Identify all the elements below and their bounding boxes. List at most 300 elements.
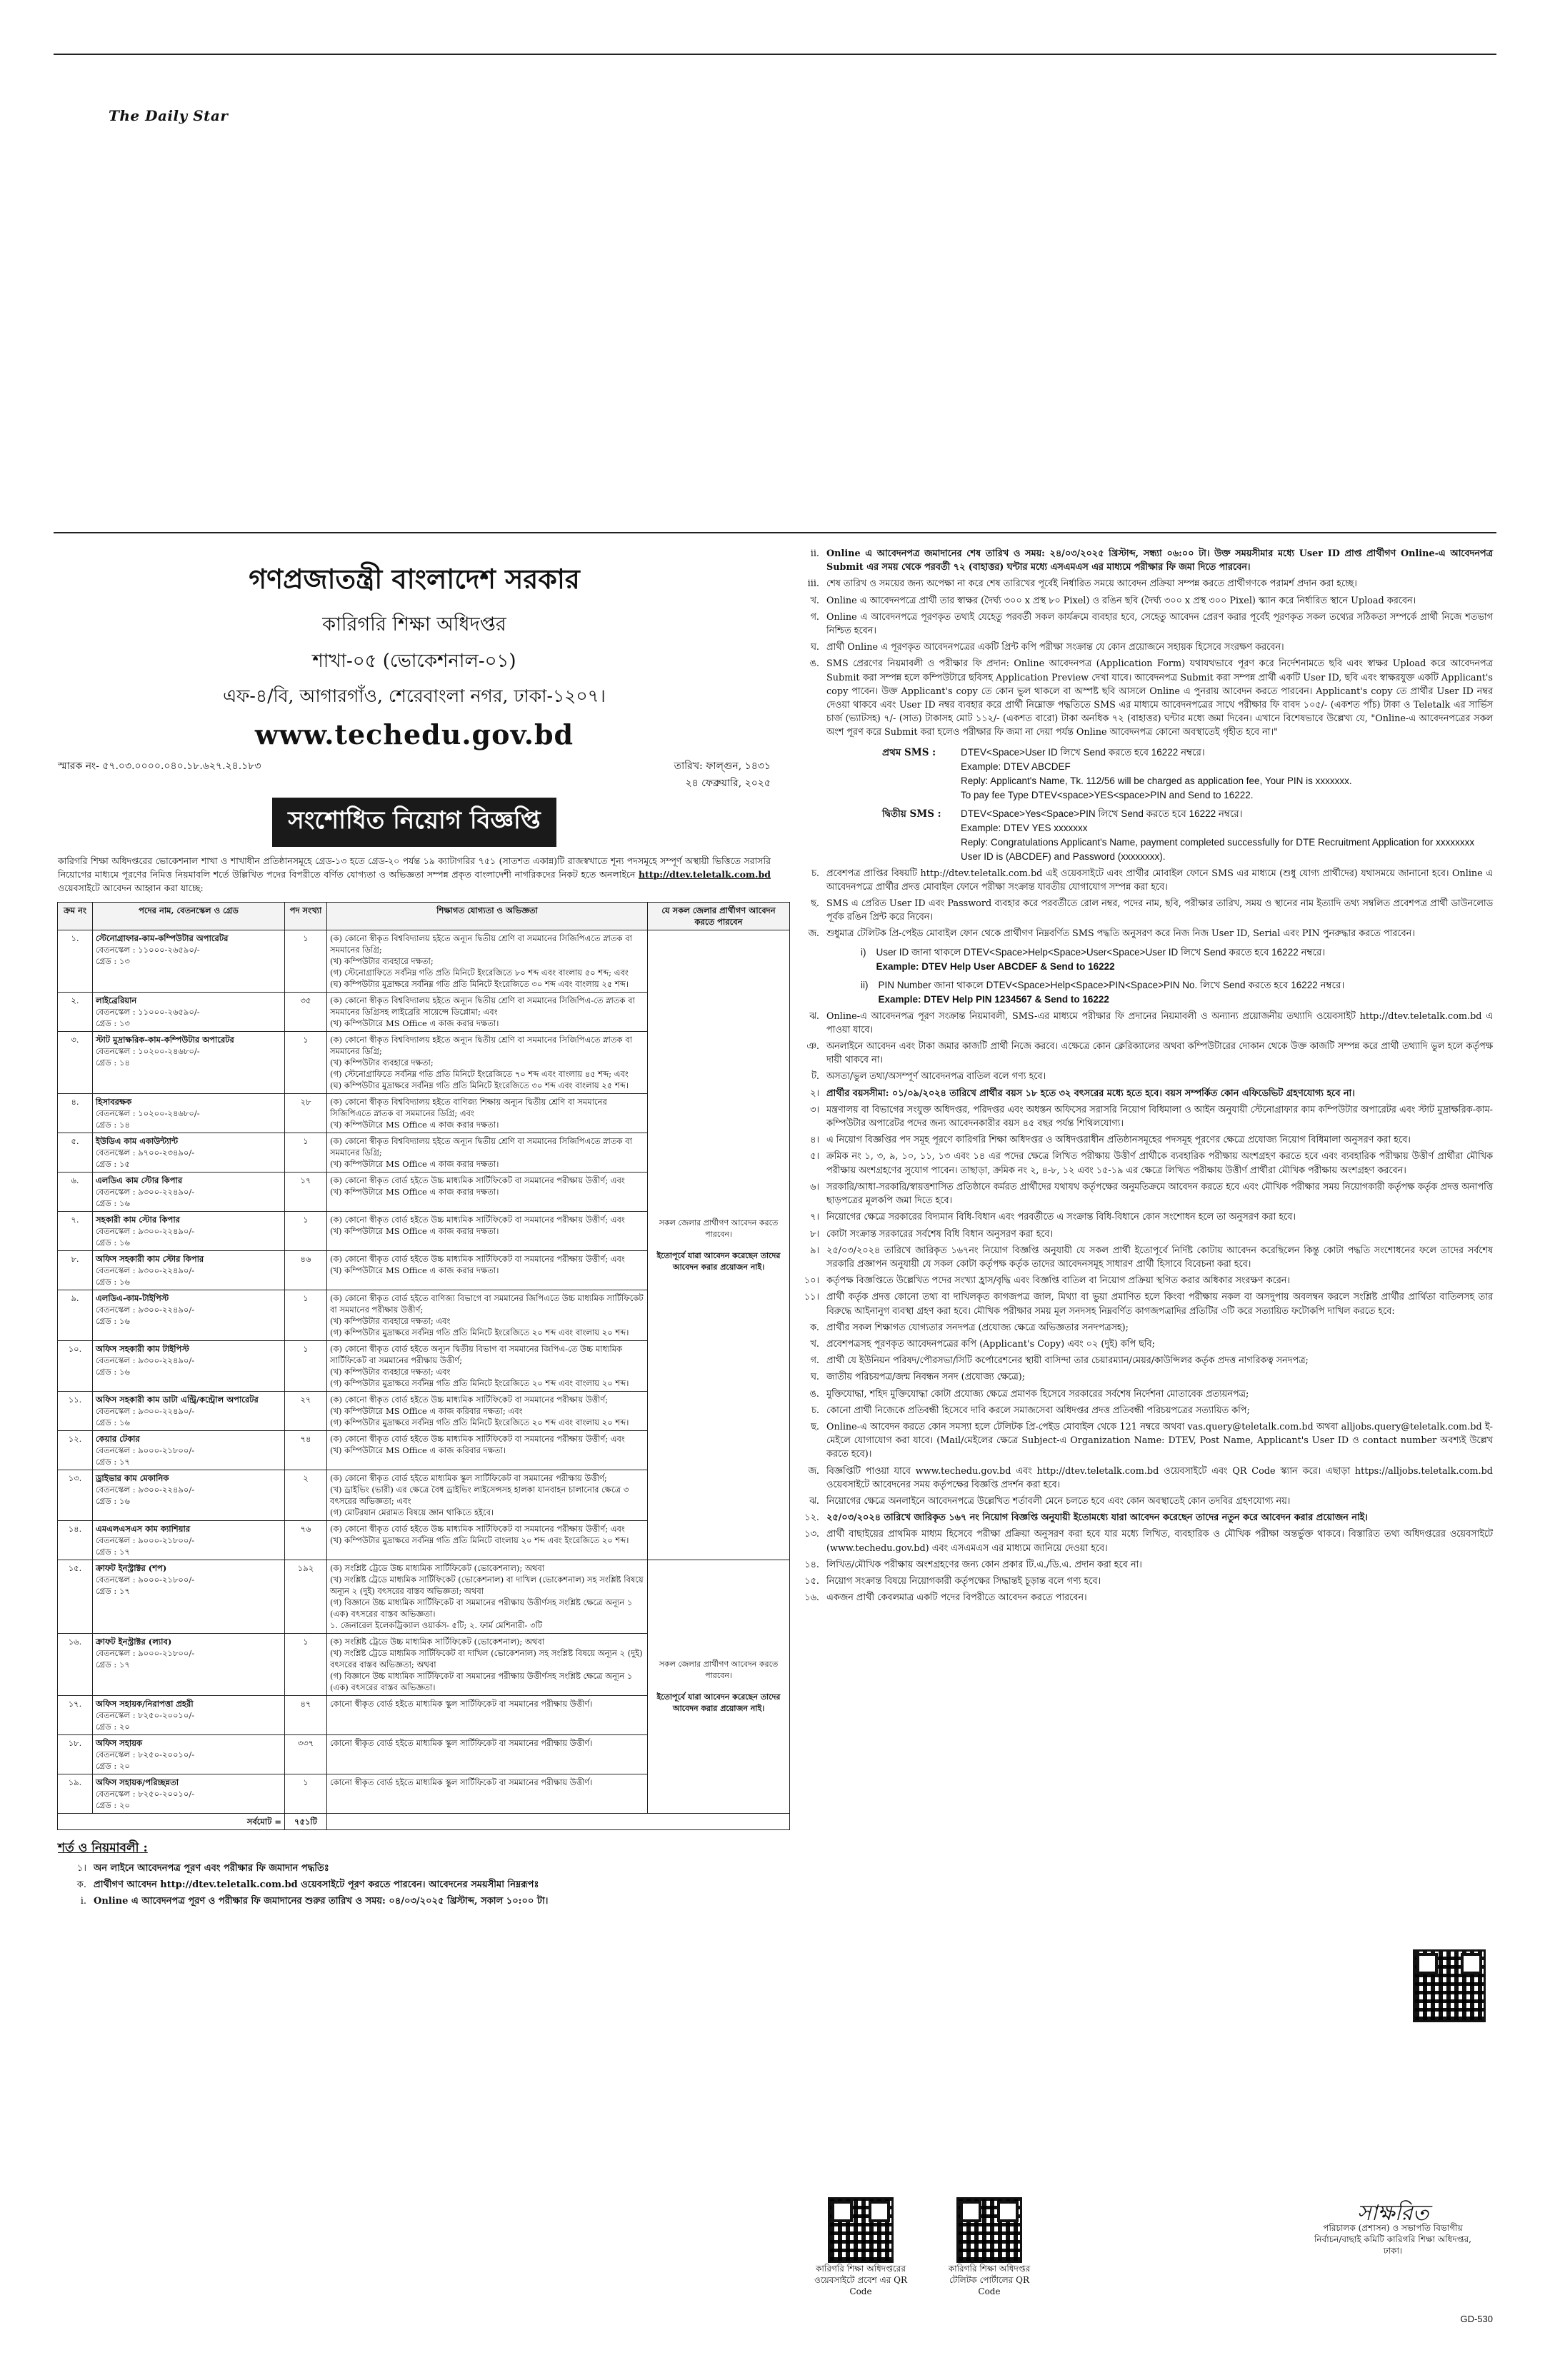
instruction-key: জ. — [808, 928, 819, 940]
row-serial: ১২. — [58, 1431, 93, 1470]
post-grade: গ্রেড : ১৪ — [96, 1120, 130, 1130]
post-scale: বেতনস্কেল : ৯০০০-২১৮০০/- — [96, 1445, 195, 1455]
instruction-item — [796, 1150, 1493, 1177]
instructions-part-1 — [796, 547, 1493, 740]
district-note-all: সকল জেলার প্রার্থীগণ আবেদন করতে পারবেন। — [659, 1660, 779, 1680]
row-qualification — [327, 1251, 648, 1290]
right-column — [796, 544, 1493, 2324]
post-name: লাইব্রেরিয়ান — [96, 995, 137, 1005]
row-count: ১ — [285, 930, 327, 993]
instruction-key: ৫। — [810, 1151, 819, 1163]
instruction-key: ক. — [809, 1322, 819, 1333]
row-serial: ১৮. — [58, 1735, 93, 1774]
row-count: ১ — [285, 1774, 327, 1814]
post-scale: বেতনস্কেল : ১০২০০-২৪৬৮০/- — [96, 1108, 200, 1118]
instruction-item — [796, 1227, 1493, 1241]
instruction-item — [796, 1370, 1493, 1384]
instruction-key: ঙ. — [809, 1388, 819, 1400]
intro-tail: ওয়েবসাইটে আবেদন আহ্বান করা যাচ্ছে: — [58, 883, 204, 893]
post-grade: গ্রেড : ১৪ — [96, 1058, 130, 1068]
row-count: ২৮ — [285, 1094, 327, 1133]
qualification-line: (ক) কোনো স্বীকৃত বিশ্ববিদ্যালয় হইতে অন্যূন দ্বিতীয় শ্রেণি বা সমমানের সিজিপিএতে স্নাতক বা সমমানের ডিগ্রি; — [330, 1035, 632, 1056]
department-name: কারিগরি শিক্ষা অধিদপ্তর — [322, 613, 506, 636]
instruction-key: ঘ. — [811, 1372, 819, 1383]
instruction-text: প্রার্থীর সকল শিক্ষাগত যোগ্যতার সনদপত্র (প্রযোজ্য ক্ষেত্রে অভিজ্ঞতার সনদপত্রসহ); — [826, 1322, 1129, 1333]
sms-instructions — [882, 745, 1493, 864]
instruction-text: প্রার্থী যে ইউনিয়ন পরিষদ/পৌরসভা/সিটি কর্পোরেশনের স্থায়ী বাসিন্দা তার চেয়ারম্যান/মেয়র/কাউন্সিলর কর্তৃক প্রদত্ত নাগরিকত্ব সনদপত্র; — [826, 1355, 1309, 1367]
row-post — [93, 1032, 285, 1094]
instruction-item — [796, 1103, 1493, 1130]
memo-row — [54, 758, 775, 792]
row-post — [93, 1392, 285, 1431]
instruction-text: প্রবেশপত্র প্রাপ্তির বিষয়টি http://dtev.teletalk.com.bd এই ওয়েবসাইটে এবং প্রার্থীর মোবাইল ফোনে SMS এর মাধ্যমে (শুধু যোগ্য প্রার্থীদের) যথাসময়ে জানানো হবে। Online এ আবেদনপত্রে প্রার্থীর প্রদত্ত মোবাইল ফোনে পরীক্ষা সংক্রান্ত যাবতীয় যোগাযোগ সম্পন্ন করা হবে। — [826, 868, 1493, 893]
post-scale: বেতনস্কেল : ৯৩০০-২২৪৯০/- — [96, 1305, 195, 1315]
help-example — [879, 993, 1345, 1007]
instruction-text: প্রবেশপত্রসহ পূরণকৃত আবেদনপত্রের কপি (Applicant's Copy) এবং ০২ (দুই) কপি ছবি; — [826, 1338, 1155, 1350]
memo-number: স্মারক নং- ৫৭.০৩.০০০০.০৪০.১৮.৬২৭.২৪.১৮৩ — [58, 760, 261, 772]
instruction-key: ৭। — [810, 1212, 819, 1223]
row-qualification — [327, 1521, 648, 1560]
post-grade: গ্রেড : ১৭ — [96, 1547, 130, 1557]
total-empty — [327, 1814, 790, 1830]
post-scale: বেতনস্কেল : ৯৩০০-২২৪৯০/- — [96, 1265, 195, 1275]
instruction-key: ৪। — [810, 1135, 819, 1146]
post-name: এলডিএ কাম স্টোর কিপার — [96, 1175, 183, 1185]
post-name: এলডিএ-কাম-টাইপিস্ট — [96, 1293, 169, 1303]
row-qualification — [327, 1290, 648, 1341]
row-qualification — [327, 1173, 648, 1212]
sms-line: Reply: Congratulations Applicant's Name, payment completed successfully for DTE Recruitment Application for xxxxxxxx User ID is (ABCDEF) and Password (xxxxxxxx). — [961, 836, 1475, 862]
signer-designation: পরিচালক (প্রশাসন) ও সভাপতি বিভাগীয় নির্বাচন/বাছাই কমিটি কারিগরি শিক্ষা অধিদপ্তর, ঢাকা। — [1314, 2223, 1471, 2256]
instruction-text: Online-এ আবেদনপত্র পূরণ সংক্রান্ত নিয়মাবলী, SMS-এর মাধ্যমে পরীক্ষার ফি প্রদানের নিয়মাবলী ও অন্যান্য প্রয়োজনীয় তথ্যাদি ওয়েবসাইট http://dtev.teletalk.com.bd এ পাওয়া যাবে। — [826, 1010, 1493, 1035]
notice-title: সংশোধিত নিয়োগ বিজ্ঞপ্তি — [272, 798, 556, 847]
row-qualification — [327, 1735, 648, 1774]
instruction-item — [796, 1511, 1493, 1525]
instruction-text: কর্তৃপক্ষ বিজ্ঞপ্তিতে উল্লেখিত পদের সংখ্যা হ্রাস/বৃদ্ধি এবং বিজ্ঞপ্তি বাতিল বা নিয়োগ প্রক্রিয়া স্থগিত করার অধিকার সংরক্ষণ করেন। — [826, 1275, 1290, 1287]
instruction-text: বিজ্ঞপ্তিটি পাওয়া যাবে www.techedu.gov.bd এবং http://dtev.teletalk.com.bd ওয়েবসাইটে এবং QR Code স্ক্যান করে। এছাড়া https://alljobs.teletalk.com.bd ওয়েবসাইটে আবেদনের সময় কর্তৃপক্ষের বিজ্ঞপ্তি প্রদর্শন করা হবে। — [826, 1465, 1493, 1490]
row-post — [93, 1251, 285, 1290]
instruction-key: চ. — [811, 868, 819, 879]
branch-name: শাখা-০৫ (ভোকেশনাল-০১) — [312, 651, 516, 672]
post-grade: গ্রেড : ১৩ — [96, 1018, 130, 1028]
qualification-line: (ক) কোনো স্বীকৃত বোর্ড হইতে উচ্চ মাধ্যমিক সার্টিফিকেট বা সমমানের পরীক্ষায় উত্তীর্ণ; এবং — [330, 1215, 625, 1225]
top-rule — [54, 54, 1496, 55]
terms-title: শর্ত ও নিয়মাবলী : — [58, 1841, 148, 1855]
row-count: ৭৬ — [285, 1521, 327, 1560]
qualification-line: (ক) কোনো স্বীকৃত বোর্ড হইতে উচ্চ মাধ্যমিক সার্টিফিকেট বা সমমানের পরীক্ষায় উত্তীর্ণ; এবং — [330, 1524, 625, 1534]
instruction-text: কোনো প্রার্থী নিজেকে প্রতিবন্ধী হিসেবে দাবি করলে সমাজসেবা অধিদপ্তর প্রদত্ত প্রতিবন্ধী পরিচয়পত্রের সত্যায়িত কপি; — [826, 1405, 1250, 1416]
term-key: ক. — [76, 1879, 86, 1890]
instruction-item — [796, 1010, 1493, 1037]
memo-date — [674, 758, 771, 792]
post-grade: গ্রেড : ১৬ — [96, 1496, 130, 1506]
post-grade: গ্রেড : ১৬ — [96, 1367, 130, 1377]
instruction-item — [796, 1527, 1493, 1555]
instruction-item — [796, 1495, 1493, 1508]
post-name: ড্রাইভার কাম মেকানিক — [96, 1473, 169, 1483]
post-grade: গ্রেড : ১৭ — [96, 1660, 130, 1669]
table-header-row — [58, 903, 790, 930]
post-name: ক্রাফট ইনস্ট্রাক্টর (শপ) — [96, 1563, 167, 1573]
total-label: সর্বমোট = — [58, 1814, 285, 1830]
qualification-line: (ঘ) কম্পিউটার মুদ্রাক্ষরে সর্বনিম্ন গতি প্রতি মিনিটে ইংরেজিতে ৩০ শব্দ এবং বাংলায় ২৫ শব্দ। — [330, 979, 629, 989]
row-qualification — [327, 1696, 648, 1735]
row-post — [93, 1094, 285, 1133]
instruction-key: ১৪. — [804, 1559, 819, 1570]
instruction-item — [796, 1321, 1493, 1335]
qualification-line: (ক) কোনো স্বীকৃত বিশ্ববিদ্যালয় হইতে বাণিজ্য শিক্ষায় অন্যূন দ্বিতীয় শ্রেণি বা সমমানের সিজিপিএতে স্নাতক বা সমমানের ডিগ্রি; এবং — [330, 1097, 607, 1118]
instruction-key: ঝ. — [809, 1010, 819, 1022]
header-qualification: শিক্ষাগত যোগ্যতা ও অভিজ্ঞতা — [327, 903, 648, 930]
qualification-line: (ক) কোনো স্বীকৃত বিশ্ববিদ্যালয় হইতে অন্যূন দ্বিতীয় শ্রেণি বা সমমানের সিজিপিএতে স্নাতক বা সমমানের ডিগ্রি; — [330, 933, 632, 955]
post-name: স্টেনোগ্রাফার-কাম-কম্পিউটার অপারেটর — [96, 933, 229, 943]
row-post — [93, 1431, 285, 1470]
sms-line: Example: DTEV YES xxxxxxx — [961, 822, 1088, 833]
qr-code-icon — [956, 2197, 1022, 2263]
qualification-line: কোনো স্বীকৃত বোর্ড হইতে মাধ্যমিক স্কুল সার্টিফিকেট বা সমমানের পরীক্ষায় উত্তীর্ণ। — [330, 1777, 593, 1787]
instruction-key: জ. — [808, 1465, 819, 1477]
term-key: i. — [80, 1896, 86, 1907]
help-text: PIN Number জানা থাকলে DTEV<Space>Help<Space>PIN<Space>PIN No. লিখে Send করতে হবে 16222 নম্বরে। — [878, 979, 1345, 990]
row-post — [93, 1173, 285, 1212]
qualification-line: (খ) কম্পিউটারে MS Office এ কাজ করিবার দক্ষতা; এবং — [330, 1406, 523, 1416]
qualification-line: (ক) কোনো স্বীকৃত বোর্ড হইতে উচ্চ মাধ্যমিক সার্টিফিকেট বা সমমানের পরীক্ষায় উত্তীর্ণ; এবং — [330, 1254, 625, 1264]
apply-link[interactable]: http://dtev.teletalk.com.bd — [638, 869, 771, 880]
instruction-item — [796, 1575, 1493, 1588]
instruction-key: গ. — [810, 1355, 819, 1367]
row-post — [93, 1774, 285, 1814]
left-column — [54, 544, 781, 1909]
instruction-text: এ নিয়োগ বিজ্ঞপ্তির পদ সমূহ পূরণে কারিগরি শিক্ষা অধিদপ্তর ও অধিদপ্তরাধীন প্রতিষ্ঠানসমূহের পদসমূহ পূরণের ক্ষেত্রে প্রযোজ্য নিয়োগ বিধিমালা অনুসরণ করা হবে। — [826, 1135, 1411, 1146]
row-post — [93, 1290, 285, 1341]
qualification-line: (গ) কম্পিউটার মুদ্রাক্ষরে সর্বনিম্ন গতি প্রতি মিনিটে ইংরেজিতে ২০ শব্দ এবং বাংলায় ২০ শব্দ। — [330, 1327, 629, 1337]
term-text: অন লাইনে আবেদনপত্র পূরণ এবং পরীক্ষার ফি জমাদান পদ্ধতিঃ — [94, 1863, 329, 1874]
row-serial: ৭. — [58, 1212, 93, 1251]
instruction-text: SMS এ প্রেরিত User ID এবং Password ব্যবহার করে পরবর্তীতে রোল নম্বর, পদের নাম, ছবি, পরীক্ষার তারিখ, সময় ও স্থানের নাম ইত্যাদি তথ্য সম্বলিত প্রবেশপত্র প্রার্থী ডাউনলোড পূর্বক রঙিন প্রিন্ট করে নিবেন। — [826, 898, 1493, 923]
post-scale: বেতনস্কেল : ৯০০০-২১৮০০/- — [96, 1575, 195, 1585]
signature: সাক্ষরিত — [1356, 2201, 1429, 2226]
term-item — [58, 1878, 771, 1892]
date-label: তারিখ: — [674, 760, 703, 772]
row-qualification — [327, 993, 648, 1032]
instruction-text: SMS প্রেরণের নিয়মাবলী ও পরীক্ষার ফি প্রদান: Online আবেদনপত্র (Application Form) যথাযথভাবে পূরণ করে নির্দেশনামতে ছবি এবং স্বাক্ষর Upload করে আবেদনপত্র Submit করা সম্পন্ন হলে কম্পিউটারে ছবিসহ Application Preview দেখা যাবে। আবেদনপত্র Submit করা সম্পন্ন প্রার্থী একটি User ID, ছবি এবং স্বাক্ষরযুক্ত একটি Applicant's copy পাবেন। উক্ত Applicant's copy তে কোন ভুল থাকলে বা অস্পষ্ট ছবি আসলে Online এ পুনরায় আবেদন করতে পারবেন। Applicant's copy তে প্রার্থীর User ID নম্বর দেওয়া থাকবে এবং User ID নম্বর ব্যবহার করে প্রার্থী নিম্নোক্ত পদ্ধতিতে SMS এর মাধ্যমে আবেদনপত্রের সাথে পরীক্ষার ফি বাবদ ১০৫/- (একশত পাঁচ) টাকা ও Teletalk এর সার্ভিস চার্জ (ভ্যাটসহ) ৭/- (সাত) টাকাসহ মোট ১১২/- (একশত বারো) টাকা অনধিক ৭২ (বাহাত্তর) ঘন্টার মধ্যে জমা দিবেন। এখানে বিশেষভাবে উল্লেখ্য যে, "Online-এ আবেদনপত্রের সকল অংশ পূরণ করে Submit করা হলেও পরীক্ষার ফি জমা না দেয়া পর্যন্ত Online আবেদনপত্র কোনো অবস্থাতেই গৃহীত হবে না।" — [826, 658, 1493, 738]
qualification-line: (খ) কম্পিউটার মুদ্রাক্ষরে সর্বনিম্ন গতি প্রতি মিনিটে বাংলায় ২০ শব্দ এবং ইংরেজিতে ২০ শব্দ। — [330, 1535, 629, 1545]
qr-website[interactable] — [811, 2197, 911, 2297]
instruction-key: ii. — [810, 548, 819, 559]
qualification-line: ১. জেনারেল ইলেকট্রিক্যাল ওয়ার্কস- ৫টি; ২. ফার্ম মেশিনারী- ৩টি — [330, 1620, 543, 1630]
row-post — [93, 930, 285, 993]
first-sms-label: প্রথম SMS : — [882, 746, 936, 758]
post-name: অফিস সহকারী কাম টাইপিস্ট — [96, 1344, 189, 1354]
row-serial: ১৩. — [58, 1470, 93, 1521]
post-name: হিসাবরক্ষক — [96, 1097, 132, 1107]
row-post — [93, 1696, 285, 1735]
post-name: সহকারী কাম স্টোর কিপার — [96, 1215, 180, 1225]
qualification-line: (খ) কম্পিউটার ব্যবহারে দক্ষতা; — [330, 956, 434, 966]
instruction-item — [796, 1337, 1493, 1351]
row-post — [93, 993, 285, 1032]
row-qualification — [327, 1341, 648, 1392]
instruction-text: নিয়োগ সংক্রান্ত বিষয়ে নিয়োগকারী কর্তৃপক্ষের সিদ্ধান্তই চূড়ান্ত বলে গণ্য হবে। — [826, 1575, 1101, 1587]
qualification-line: কোনো স্বীকৃত বোর্ড হইতে মাধ্যমিক স্কুল সার্টিফিকেট বা সমমানের পরীক্ষায় উত্তীর্ণ। — [330, 1738, 593, 1748]
row-post — [93, 1634, 285, 1696]
qualification-line: (ক) কোনো স্বীকৃত বোর্ড হইতে বাণিজ্য বিভাগে বা সমমানের জিপিএতে উচ্চ মাধ্যমিক সার্টিফিকেট বা সমমানের পরীক্ষায় উত্তীর্ণ; — [330, 1293, 644, 1315]
help-example-label: Example: — [878, 993, 921, 1005]
instruction-item — [796, 1420, 1493, 1462]
instruction-key: iii. — [807, 578, 819, 590]
instruction-key: ১০। — [804, 1275, 819, 1287]
qualification-line: (ক) কোনো স্বীকৃত বিশ্ববিদ্যালয় হইতে অন্যূন দ্বিতীয় শ্রেণি বা সমমানের সিজিপিএতে স্নাতক বা সমমানের ডিগ্রি; — [330, 1136, 632, 1158]
post-name: ক্রাফট ইনস্ট্রাক্টর (ল্যাব) — [96, 1637, 172, 1647]
instruction-item — [796, 1180, 1493, 1207]
district-note-previous: ইতোপূর্বে যারা আবেদন করেছেন তাদের আবেদন করার প্রয়োজন নাই। — [656, 1250, 781, 1272]
total-row — [58, 1814, 790, 1830]
posts-table — [57, 902, 790, 1830]
post-grade: গ্রেড : ১৬ — [96, 1417, 130, 1427]
instructions-part-3 — [796, 1010, 1493, 1605]
instruction-item — [796, 1070, 1493, 1083]
instruction-key: ১২. — [804, 1512, 819, 1524]
post-scale: বেতনস্কেল : ৯৩০০-২২৪৯০/- — [96, 1187, 195, 1197]
row-qualification — [327, 1392, 648, 1431]
row-count: ১ — [285, 1290, 327, 1341]
instruction-item — [796, 927, 1493, 940]
instruction-key: ১১। — [804, 1292, 819, 1303]
second-sms-body — [961, 807, 1493, 864]
instruction-text: Online-এ আবেদন করতে কোন সমস্যা হলে টেলিটক প্রি-পেইড মোবাইল থেকে 121 নম্বরে অথবা vas.query@teletalk.com.bd অথবা alljobs.query@teletalk.com.bd ই-মেইলে যোগাযোগ করা যাবে। (Mail/মেইলের ক্ষেত্রে Subject-এ Organization Name: DTEV, Post Name, Applicant's User ID ও contact number অবশ্যই উল্লেখ করতে হবে)। — [826, 1421, 1493, 1460]
row-count: ৩৫ — [285, 993, 327, 1032]
row-serial: ৮. — [58, 1251, 93, 1290]
qualification-line: কোনো স্বীকৃত বোর্ড হইতে মাধ্যমিক স্কুল সার্টিফিকেট বা সমমানের পরীক্ষায় উত্তীর্ণ। — [330, 1699, 593, 1709]
post-grade: গ্রেড : ২০ — [96, 1800, 130, 1810]
instruction-item — [796, 867, 1493, 894]
help-instructions — [861, 945, 1493, 1007]
instruction-item — [796, 1354, 1493, 1367]
instruction-item — [796, 594, 1493, 608]
term-text: প্রার্থীগণ আবেদন http://dtev.teletalk.com.bd ওয়েবসাইটে পূরণ করতে পারবেন। আবেদনের সময়সীমা নিম্নরূপঃ — [94, 1879, 539, 1890]
row-post — [93, 1560, 285, 1634]
instruction-key: ১৫. — [804, 1575, 819, 1587]
qualification-line: (খ) সংশ্লিষ্ট ট্রেডে মাধ্যমিক সার্টিফিকেট (ভোকেশনাল) বা দাখিল (ভোকেশনাল) সহ সংশ্লিষ্ট বিষয়ে অন্যূন ২ (দুই) বৎসরের বাস্তব অভিজ্ঞতা; অথবা — [330, 1575, 644, 1596]
row-serial: ২. — [58, 993, 93, 1032]
newspaper-masthead: The Daily Star — [109, 107, 229, 124]
instruction-item — [796, 1087, 1493, 1100]
instruction-item — [796, 1210, 1493, 1224]
qualification-line: (গ) বিজ্ঞানে উচ্চ মাধ্যমিক সার্টিফিকেট বা সমমানের পরীক্ষায় উত্তীর্ণসহ সংশ্লিষ্ট ক্ষেত্রে অন্যূন ১ (এক) বৎসরের বাস্তব অভিজ্ঞতা। — [330, 1597, 633, 1619]
job-advertisement — [54, 544, 1496, 2379]
instruction-key: ছ. — [811, 1421, 819, 1432]
post-name: কেয়ার টেকার — [96, 1434, 140, 1444]
post-name: স্টাট মুদ্রাক্ষরিক-কাম-কম্পিউটার অপারেটর — [96, 1035, 234, 1045]
post-scale: বেতনস্কেল : ১১০০০-২৬৫৯০/- — [96, 945, 200, 955]
sms-line: Example: DTEV ABCDEF — [961, 760, 1071, 772]
website-link[interactable]: www.techedu.gov.bd — [254, 718, 574, 750]
instruction-item — [796, 1387, 1493, 1401]
post-name: অফিস সহায়ক/পরিচ্ছন্নতা — [96, 1777, 179, 1787]
qualification-line: (গ) স্টেনোগ্রাফিতে সর্বনিম্ন গতি প্রতি মিনিটে ইংরেজিতে ৮০ শব্দ এবং বাংলায় ৫০ শব্দ; এবং — [330, 968, 629, 978]
instruction-key: ৮। — [810, 1228, 819, 1240]
row-serial: ১১. — [58, 1392, 93, 1431]
help-body — [879, 978, 1345, 1007]
instruction-text: ক্রমিক নং ১, ৩, ৯, ১০, ১১, ১৩ এবং ১৪ এর পদের ক্ষেত্রে লিখিত পরীক্ষায় উত্তীর্ণ প্রার্থীকে ব্যবহারিক পরীক্ষায় অংশগ্রহণ করতে হবে এবং ব্যবহারিক পরীক্ষায় উত্তীর্ণ প্রার্থীরা মৌখিক পরীক্ষায় অংশগ্রহণের সুযোগ পাবেন। তাছাড়া, ক্রমিক নং ২, ৪-৮, ১২ এবং ১৫-১৯ এর ক্ষেত্রে লিখিত পরীক্ষায় উত্তীর্ণ প্রার্থীরা মৌখিক পরীক্ষায় অংশগ্রহণ করবেন। — [826, 1151, 1493, 1176]
instruction-text: ২৫/০৩/২০২৪ তারিখে জারিকৃত ১৬৭নং নিয়োগ বিজ্ঞপ্তি অনুযায়ী যে সকল প্রার্থী ইতোপূর্বে নির্দিষ্ট কোটায় আবেদন করেছিলেন কিন্তু কোটা পদ্ধতি সংশোধনের ফলে তাদের সর্বশেষ সরকারি প্রজ্ঞাপন অনুযায়ী যে সকল কোটা কর্তৃপক্ষ কর্তৃক তাদের আবেদনসমূহ সাধারণ প্রার্থী হিসাবে বিবেচনা করা হবে। — [826, 1245, 1493, 1270]
instruction-item — [796, 1290, 1493, 1317]
ad-header — [54, 558, 775, 847]
sms-line: Reply: Applicant's Name, Tk. 112/56 will be charged as application fee, Your PIN is xxxxxxx. — [961, 775, 1352, 786]
row-serial: ১৭. — [58, 1696, 93, 1735]
row-serial: ১৫. — [58, 1560, 93, 1634]
qualification-line: (গ) মোটরযান মেরামত বিষয়ে জ্ঞান থাকিতে হইবে। — [330, 1507, 494, 1517]
instruction-text: লিখিত/মৌখিক পরীক্ষায় অংশগ্রহণের জন্য কোন প্রকার টি.এ./ডি.এ. প্রদান করা হবে না। — [826, 1559, 1142, 1570]
term-item — [58, 1894, 771, 1909]
table-row — [58, 930, 790, 993]
qualification-line: (ক) সংশ্লিষ্ট ট্রেডে উচ্চ মাধ্যমিক সার্টিফিকেট (ভোকেশনাল); অথবা — [330, 1563, 545, 1573]
instruction-item — [796, 657, 1493, 739]
row-serial: ১. — [58, 930, 93, 993]
post-scale: বেতনস্কেল : ৯০০০-২১৮০০/- — [96, 1535, 195, 1545]
post-grade: গ্রেড : ১৩ — [96, 956, 130, 966]
instruction-item — [796, 1591, 1493, 1605]
qualification-line: (গ) কম্পিউটার মুদ্রাক্ষরে সর্বনিম্ন গতি প্রতি মিনিটে ইংরেজিতে ২০ শব্দ এবং বাংলায় ২০ শব্দ। — [330, 1378, 629, 1388]
row-count: ৩৩৭ — [285, 1735, 327, 1774]
instruction-text: মুক্তিযোদ্ধা, শহিদ মুক্তিযোদ্ধা কোটা প্রযোজ্য ক্ষেত্রে প্রমাণক হিসেবে সরকারের সর্বশেষ নির্দেশনা মোতাবেক প্রত্যয়নপত্র; — [826, 1388, 1249, 1400]
instruction-text: অসত্য/ভুল তথ্য/অসম্পূর্ণ আবেদনপত্র বাতিল বলে গণ্য হবে। — [826, 1071, 1046, 1083]
instruction-text: শুধুমাত্র টেলিটক প্রি-পেইড মোবাইল ফোন থেকে প্রার্থীগণ নিম্নবর্ণিত SMS পদ্ধতি অনুসরণ করে নিজ নিজ User ID, Serial এবং PIN পুনরুদ্ধার করতে পারবেন। — [826, 928, 1415, 940]
help-key: i) — [861, 946, 866, 958]
instruction-key: ১৩. — [804, 1529, 819, 1540]
instruction-item — [796, 1244, 1493, 1271]
row-district-note — [648, 930, 790, 1560]
instruction-item — [796, 1558, 1493, 1572]
post-scale: বেতনস্কেল : ১১০০০-২৬৫৯০/- — [96, 1007, 200, 1017]
instruction-text: একজন প্রার্থী কেবলমাত্র একটি পদের বিপরীতে আবেদন করতে পারবেন। — [826, 1592, 1087, 1604]
instruction-item — [796, 577, 1493, 591]
instruction-text: প্রার্থীর বয়সসীমা: ০১/০৯/২০২৪ তারিখে প্রার্থীর বয়স ১৮ হতে ৩২ বৎসরের মধ্যে হতে হবে। বয়স সম্পর্কিত কোন এফিডেভিট গ্রহণযোগ্য হবে না। — [826, 1088, 1355, 1099]
district-note-all: সকল জেলার প্রার্থীগণ আবেদন করতে পারবেন। — [659, 1217, 779, 1239]
qr-code-icon[interactable] — [1413, 1949, 1486, 2022]
instruction-key: ছ. — [811, 898, 819, 910]
instruction-text: Online এ আবেদনপত্রে প্রার্থী তার স্বাক্ষর (দৈর্ঘ্য ৩০০ x প্রস্থ ৮০ Pixel) ও রঙিন ছবি (দৈর্ঘ্য ৩০০ x প্রস্থ ৩০০ Pixel) স্ক্যান করে নির্ধারিত স্থানে Upload করবেন। — [826, 595, 1416, 606]
instruction-key: গ. — [810, 611, 819, 623]
row-post — [93, 1341, 285, 1392]
signature-block — [1314, 2201, 1471, 2256]
row-serial: ১৬. — [58, 1634, 93, 1696]
qualification-line: (ঘ) কম্পিউটার মুদ্রাক্ষরে সর্বনিম্ন গতি প্রতি মিনিটে ইংরেজিতে ৩০ শব্দ এবং বাংলায় ২৫ শব্দ। — [330, 1080, 629, 1090]
row-count: ১ — [285, 1133, 327, 1173]
row-qualification — [327, 1094, 648, 1133]
post-name: অফিস সহায়ক — [96, 1738, 143, 1748]
instruction-text: অনলাইনে আবেদন এবং টাকা জমার কাজটি প্রার্থী নিজে করবে। এক্ষেত্রে কোন ক্লেরিক্যালের অথবা কম্পিউটারের দোকান থেকে উক্ত কাজটি সম্পন্ন করে প্রার্থী তথ্যাদি ভুল হলে কর্তৃপক্ষ দায়ী থাকবে না। — [826, 1041, 1493, 1066]
help-example-text: DTEV Help User ABCDEF & Send to 16222 — [921, 960, 1115, 972]
instruction-key: ট. — [811, 1071, 819, 1083]
post-name: অফিস সহকারী কাম ডাটা এন্ট্রি/কন্ট্রোল অপারেটর — [96, 1395, 259, 1405]
post-scale: বেতনস্কেল : ১০২০০-২৪৬৮০/- — [96, 1046, 200, 1056]
instruction-text: মন্ত্রণালয় বা বিভাগের সংযুক্ত অধিদপ্তর, পরিদপ্তর এবং অধস্তন অফিসের সরাসরি নিয়োগ বিধিমালা ও আইন অনুযায়ী স্টেনোগ্রাফার কাম কম্পিউটার অপারেটর এবং স্টাট মুদ্রাক্ষরিক-কাম-কম্পিউটার অপারেটর পদের জন্য আবেদনকারীর বয়স ৪৫ বছর পর্যন্ত শিথিলযোগ্য। — [826, 1104, 1493, 1130]
sms-line: DTEV<Space>User ID লিখে Send করতে হবে 16222 নম্বরে। — [961, 746, 1205, 758]
instruction-text: প্রার্থী কর্তৃক প্রদত্ত কোনো তথ্য বা দাখিলকৃত কাগজপত্র জাল, মিথ্যা বা ভুয়া প্রমাণিত হলে কিংবা পরীক্ষায় নকল বা অসদুপায় অবলম্বন করলে সংশ্লিষ্ট প্রার্থীর প্রার্থিতা বাতিলসহ তার বিরুদ্ধে আইনানুগ ব্যবস্থা গ্রহণ করা হবে। মৌখিক পরীক্ষার সময় মূল সনদসহ নিম্নবর্ণিত কাগজপত্রাদির প্রতিটির ৩টি করে সত্যায়িত ফটোকপি দাখিল করতে হবে: — [826, 1292, 1493, 1317]
post-grade: গ্রেড : ১৭ — [96, 1586, 130, 1596]
qualification-line: (ক) কোনো স্বীকৃত বোর্ড হইতে উচ্চ মাধ্যমিক সার্টিফিকেট বা সমমানের পরীক্ষায় উত্তীর্ণ; — [330, 1395, 609, 1405]
row-count: ১ — [285, 1212, 327, 1251]
qualification-line: (খ) কম্পিউটারে MS Office এ কাজ করিবার দক্ষতা। — [330, 1445, 506, 1455]
row-serial: ৩. — [58, 1032, 93, 1094]
term-item — [58, 1862, 771, 1876]
post-grade: গ্রেড : ১৬ — [96, 1198, 130, 1208]
post-grade: গ্রেড : ১৬ — [96, 1277, 130, 1287]
row-serial: ৪. — [58, 1094, 93, 1133]
qualification-line: (খ) কম্পিউটারে MS Office এ কাজ করার দক্ষতা। — [330, 1120, 499, 1130]
header-count: পদ সংখ্যা — [285, 903, 327, 930]
row-serial: ৯. — [58, 1290, 93, 1341]
row-post — [93, 1735, 285, 1774]
post-grade: গ্রেড : ১৬ — [96, 1316, 130, 1326]
row-serial: ৫. — [58, 1133, 93, 1173]
row-post — [93, 1212, 285, 1251]
instruction-key: ৬। — [810, 1181, 819, 1192]
row-count: ২৭ — [285, 1392, 327, 1431]
instruction-text: প্রার্থী বাছাইয়ের প্রাথমিক মাধ্যম হিসেবে পরীক্ষা প্রক্রিয়া অনুসরণ করা হবে যার মধ্যে লিখিত, ব্যবহারিক ও মৌখিক পরীক্ষা অন্তর্ভুক্ত থাকবে। বিস্তারিত তথ্য অধিদপ্তরের ওয়েবসাইটে (www.techedu.gov.bd) এবং এসএমএস এর মাধ্যমে জানিয়ে দেওয়া হবে। — [826, 1529, 1493, 1554]
post-name: ইউডিএ কাম একাউন্ট্যান্ট — [96, 1136, 179, 1146]
qualification-line: (গ) স্টেনোগ্রাফিতে সর্বনিম্ন গতি প্রতি মিনিটে ইংরেজিতে ৭০ শব্দ এবং বাংলায় ৪৫ শব্দ; এবং — [330, 1069, 629, 1079]
term-text: Online এ আবেদনপত্র পূরণ ও পরীক্ষার ফি জমাদানের শুরুর তারিখ ও সময়: ০৪/০৩/২০২৫ খ্রিস্টাব্দ, সকাল ১০:০০ টা। — [94, 1896, 549, 1907]
instruction-key: ১৬. — [804, 1592, 819, 1604]
post-scale: বেতনস্কেল : ৮২৫০-২০০১০/- — [96, 1749, 195, 1759]
qr-teletalk[interactable] — [939, 2197, 1039, 2297]
post-name: অফিস সহায়ক/নিরাপত্তা প্রহরী — [96, 1699, 194, 1709]
row-serial: ১০. — [58, 1341, 93, 1392]
post-scale: বেতনস্কেল : ৯৩০০-২২৪৯০/- — [96, 1355, 195, 1365]
instruction-key: ৩। — [810, 1104, 819, 1115]
help-item — [861, 978, 1493, 1007]
post-scale: বেতনস্কেল : ৯৩০০-২২৪৯০/- — [96, 1485, 195, 1495]
row-count: ১৭ — [285, 1173, 327, 1212]
qualification-line: (খ) কম্পিউটার ব্যবহারে দক্ষতা; এবং — [330, 1316, 451, 1326]
qr-teletalk-caption: কারিগরি শিক্ষা অধিদপ্তর টেলিটক পোর্টালের QR Code — [948, 2264, 1031, 2296]
qr-website-caption: কারিগরি শিক্ষা অধিদপ্তরের ওয়েবসাইটে প্রবেশ এর QR Code — [814, 2264, 907, 2296]
instruction-item — [796, 641, 1493, 654]
row-count: ১ — [285, 1032, 327, 1094]
instruction-item — [796, 1404, 1493, 1417]
qualification-line: (খ) কম্পিউটারে MS Office এ কাজ করার দক্ষতা। — [330, 1187, 499, 1197]
row-post — [93, 1470, 285, 1521]
instruction-text: Online এ আবেদনপত্রে পূরণকৃত তথ্যই যেহেতু পরবর্তী সকল কার্যক্রমে ব্যবহার হবে, সেহেতু আবেদন প্রেরণ করার পূর্বেই পূরণকৃত সকল তথ্যের সঠিকতা সম্পর্কে প্রার্থী নিজে শতভাগ নিশ্চিত হবেন। — [826, 611, 1493, 637]
post-scale: বেতনস্কেল : ৯৩০০-২২৪৯০/- — [96, 1226, 195, 1236]
instruction-key: ২। — [810, 1088, 819, 1099]
help-text: User ID জানা থাকলে DTEV<Space>Help<Space>User<Space>User ID লিখে Send করতে হবে 16222 নম্বরে। — [876, 946, 1326, 958]
qualification-line: (খ) সংশ্লিষ্ট ট্রেডে মাধ্যমিক সার্টিফিকেট বা দাখিল (ভোকেশনাল) সহ সংশ্লিষ্ট বিষয়ে অন্যূন ২ (দুই) বৎসরের বাস্তব অভিজ্ঞতা; অথবা — [330, 1648, 643, 1669]
sms-line: DTEV<Space>Yes<Space>PIN লিখে Send করতে হবে 16222 নম্বরে। — [961, 808, 1243, 819]
row-serial: ১৯. — [58, 1774, 93, 1814]
post-grade: গ্রেড : ১৭ — [96, 1457, 130, 1467]
row-count: ১ — [285, 1634, 327, 1696]
post-grade: গ্রেড : ১৫ — [96, 1159, 130, 1169]
row-qualification — [327, 1634, 648, 1696]
row-serial: ৬. — [58, 1173, 93, 1212]
intro-text: কারিগরি শিক্ষা অধিদপ্তরের ভোকেশনাল শাখা ও শাখাধীন প্রতিষ্ঠানসমূহে গ্রেড-১৩ হতে গ্রেড-২০ পর্যন্ত ১৯ ক্যাটাগরির ৭৫১ (সাতশত একান্ন)টি রাজস্বখাতে শূন্য পদসমূহে সম্পূর্ণ অস্থায়ী ভিত্তিতে সরাসরি নিয়োগের মাধ্যমে পূরণের নিমিত্ত নিয়মাবলি শর্তে উল্লিখিত পদের বিপরীতে বর্ণিত যোগ্যতা ও অভিজ্ঞতা সম্পন্ন প্রকৃত বাংলাদেশী নাগরিকদের নিকট হতে অনলাইনে — [58, 855, 771, 880]
date-bengali: ফাল্গুন, ১৪৩১ — [706, 760, 771, 772]
instruction-item — [796, 611, 1493, 638]
date-english: ২৪ ফেব্রুয়ারি, ২০২৫ — [685, 778, 771, 789]
help-example-label: Example: — [876, 960, 919, 972]
row-qualification — [327, 1774, 648, 1814]
instruction-text: জাতীয় পরিচয়পত্র/জন্ম নিবন্ধন সনদ (প্রযোজ্য ক্ষেত্রে); — [826, 1372, 1026, 1383]
row-serial: ১৪. — [58, 1521, 93, 1560]
row-count: ৪৭ — [285, 1696, 327, 1735]
instruction-item — [796, 1465, 1493, 1492]
row-count: ৭৪ — [285, 1431, 327, 1470]
row-count: ৪৬ — [285, 1251, 327, 1290]
help-item — [861, 945, 1493, 974]
